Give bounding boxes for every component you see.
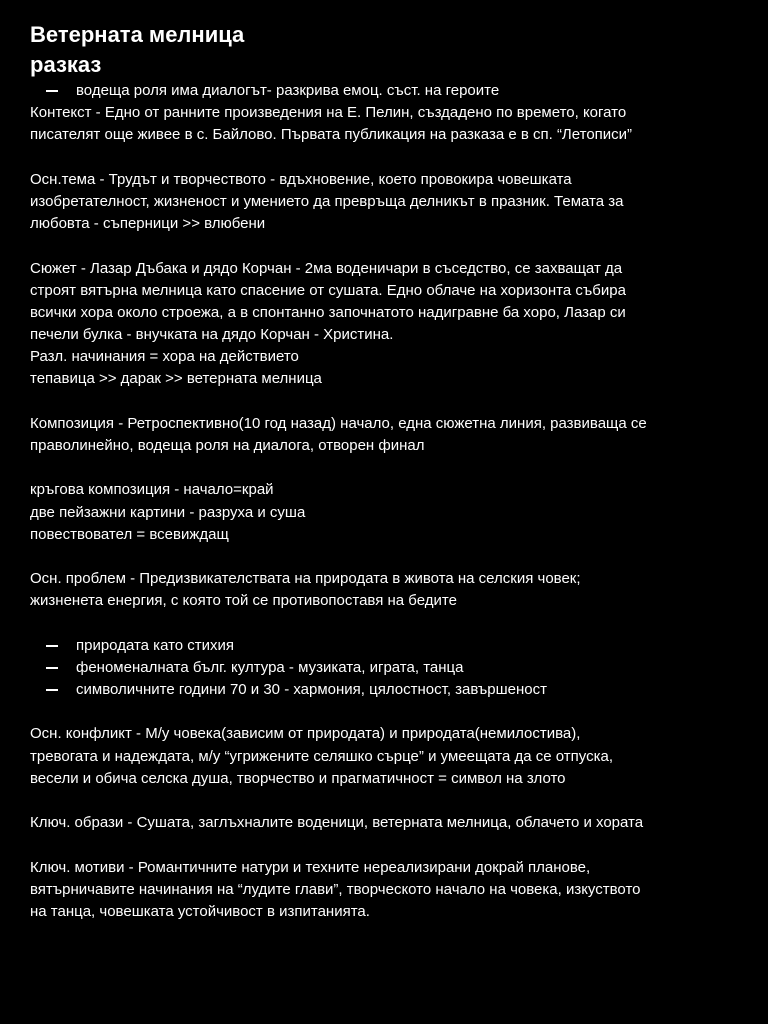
motifs-line: вятърничавите начинания на “лудите глави”, творческото начало на човека, изкуството [30, 880, 641, 898]
list-item [30, 80, 750, 102]
bullet-text: природата като стихия [76, 636, 235, 654]
title-line-1: Ветерната мелница [30, 22, 245, 47]
composition-note: повествовател = всевиждащ [30, 525, 229, 543]
spacer [30, 701, 750, 723]
title [30, 20, 750, 80]
composition-line: Композиция - Ретроспективно(10 год назад) начало, една сюжетна линия, развиваща се [30, 414, 647, 432]
problem-line: жизненета енергия, с която той се противопоставя на бедите [30, 592, 457, 610]
composition-note: две пейзажни картини - разруха и суша [30, 503, 306, 521]
spacer [30, 457, 750, 479]
plot-line: Сюжет - Лазар Дъбака и дядо Корчан - 2ма воденичари в съседство, се захващат да [30, 259, 623, 277]
document [30, 20, 750, 923]
problem-line: Осн. проблем - Предизвикателствата на природата в живота на селския човек; [30, 570, 581, 588]
motifs-line: на танца, човешката устойчивост в изпитанията. [30, 902, 370, 920]
theme-line: Осн.тема - Трудът и творчеството - вдъхновение, което провокира човешката [30, 170, 572, 188]
title-line-2: разказ [30, 52, 102, 77]
list-item [30, 635, 750, 657]
theme-line: изобретателност, жизненост и умението да превръща делникът в празник. Темата за [30, 192, 624, 210]
notes-body [30, 80, 750, 923]
images-line: Ключ. образи - Сушата, заглъхналите воденици, ветерната мелница, облачето и хората [30, 814, 644, 832]
plot-line: Разл. начинания = хора на действието [30, 348, 299, 366]
context-line: писателят още живее в с. Байлово. Първата публикация на разказа е в сп. “Летописи” [30, 126, 633, 144]
spacer [30, 235, 750, 257]
plot-line: всички хора около строежа, а в спонтанно започнатото надигравне ба хоро, Лазар си [30, 303, 626, 321]
bullet-text: символичните години 70 и 30 - хармония, цялостност, завършеност [76, 681, 547, 699]
motifs-line: Ключ. мотиви - Романтичните натури и техните нереализирани докрай планове, [30, 858, 591, 876]
list-item [30, 679, 750, 701]
conflict-line: тревогата и надеждата, м/у “угрижените селяшко сърце” и умеещата да се отпуска, [30, 747, 614, 765]
context-line: Контекст - Едно от ранните произведения на Е. Пелин, създадено по времето, когато [30, 104, 627, 122]
composition-note: кръгова композиция - начало=край [30, 481, 274, 499]
dash-bullet-icon [46, 667, 58, 669]
spacer [30, 613, 750, 635]
composition-line: праволинейно, водеща роля на диалога, отворен финал [30, 437, 425, 454]
dash-bullet-icon [46, 689, 58, 691]
bullet-text: водеща роля има диалогът- разкрива емоц. съст. на героите [76, 82, 500, 99]
spacer [30, 147, 750, 169]
conflict-line: весели и обича селска душа, творчество и прагматичност = символ на злото [30, 769, 566, 787]
spacer [30, 391, 750, 413]
spacer [30, 834, 750, 856]
dash-bullet-icon [46, 90, 58, 92]
plot-line: строят вятърна мелница като спасение от сушата. Едно облаче на хоризонта събира [30, 281, 626, 299]
theme-line: любовта - съперници >> влюбени [30, 215, 266, 233]
spacer [30, 546, 750, 568]
conflict-line: Осн. конфликт - М/у човека(зависим от природата) и природата(немилостива), [30, 725, 581, 743]
list-item [30, 657, 750, 679]
spacer [30, 790, 750, 812]
bullet-text: феноменалната бълг. култура - музиката, играта, танца [76, 658, 464, 676]
dash-bullet-icon [46, 645, 58, 647]
plot-line: тепавица >> дарак >> ветерната мелница [30, 370, 322, 388]
plot-line: печели булка - внучката на дядо Корчан - Христина. [30, 326, 394, 344]
